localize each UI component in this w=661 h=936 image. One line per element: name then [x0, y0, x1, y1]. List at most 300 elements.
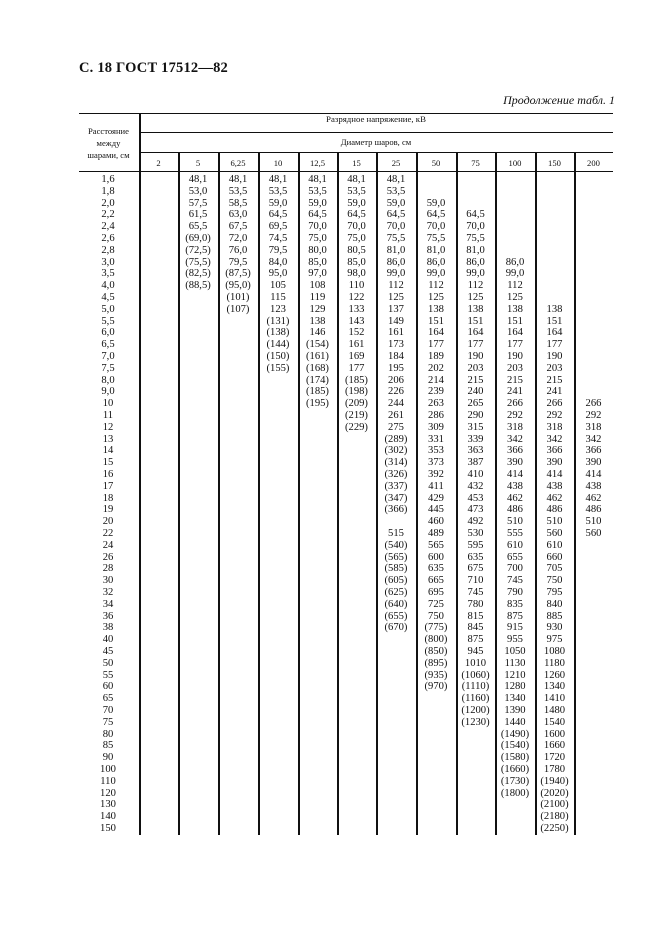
- table-cell: 59,0: [268, 197, 288, 209]
- table-cell: 530: [467, 528, 484, 539]
- table-cell: (1800): [500, 787, 530, 799]
- row-label: 120: [100, 787, 116, 799]
- table-cell: 86,0: [386, 256, 406, 268]
- table-cell: (1160): [461, 693, 490, 705]
- table-cell: 80,5: [347, 244, 366, 256]
- table-cell: 64,5: [386, 209, 406, 221]
- row-label: 17: [102, 480, 114, 492]
- column-header: 15: [352, 158, 361, 168]
- table-cell: 138: [467, 303, 484, 315]
- table-cell: 74,5: [268, 233, 288, 244]
- row-header-line: Расстояние: [88, 126, 129, 136]
- table-cell: 48,1: [228, 174, 248, 185]
- table-cell: 48,1: [188, 174, 208, 185]
- table-cell: 292: [585, 410, 602, 421]
- table-cell: 53,5: [386, 185, 406, 197]
- row-label: 1,6: [101, 174, 115, 185]
- table-cell: 315: [467, 421, 484, 433]
- row-label: 7,0: [101, 351, 115, 362]
- table-cell: 342: [507, 433, 523, 445]
- table-cell: 195: [388, 362, 404, 374]
- table-cell: (1540): [500, 740, 530, 752]
- table-cell: 795: [546, 587, 563, 598]
- table-cell: 492: [467, 516, 484, 528]
- table-cell: 745: [467, 587, 484, 598]
- row-label: 24: [102, 539, 114, 551]
- row-label: 40: [102, 634, 114, 646]
- table-cell: 215: [467, 374, 484, 386]
- table-cell: (302): [384, 445, 408, 457]
- table-cell: 655: [507, 551, 523, 563]
- row-label: 2,8: [101, 244, 115, 256]
- table-cell: (337): [384, 480, 408, 492]
- table-cell: 1600: [543, 728, 566, 740]
- table-cell: 79,5: [268, 244, 288, 256]
- table-cell: (640): [384, 598, 408, 610]
- table-cell: 275: [388, 421, 404, 433]
- table-cell: 1480: [543, 705, 566, 716]
- table-cell: (2180): [540, 811, 569, 823]
- table-cell: 725: [428, 598, 444, 610]
- table-cell: 489: [428, 528, 444, 539]
- column-header: 100: [508, 158, 522, 168]
- table-cell: (185): [345, 374, 368, 386]
- table-cell: 745: [507, 575, 523, 587]
- table-cell: 177: [546, 339, 563, 351]
- row-label: 26: [102, 551, 114, 563]
- table-cell: 59,0: [426, 197, 446, 209]
- table-cell: 695: [428, 587, 444, 598]
- table-cell: 292: [507, 410, 523, 421]
- row-label: 3,5: [101, 268, 115, 280]
- table-cell: (209): [345, 398, 368, 410]
- table-cell: 610: [507, 539, 523, 551]
- table-cell: 75,5: [386, 233, 406, 244]
- table-cell: 462: [585, 492, 602, 504]
- table-cell: 700: [507, 563, 523, 575]
- row-label: 4,0: [101, 280, 115, 292]
- table-cell: 750: [546, 575, 563, 587]
- table-cell: (75,5): [185, 256, 211, 268]
- table-cell: 635: [428, 563, 444, 575]
- table-cell: 164: [428, 327, 444, 339]
- table-cell: 353: [428, 445, 444, 457]
- table-cell: 387: [467, 457, 484, 469]
- table-cell: 339: [467, 433, 484, 445]
- table-cell: 1540: [543, 716, 566, 728]
- row-label: 6,5: [101, 339, 115, 351]
- table-cell: 515: [388, 528, 404, 539]
- table-cell: 81,0: [466, 244, 485, 256]
- table-cell: 64,5: [308, 209, 327, 221]
- table-cell: 445: [428, 504, 444, 516]
- table-cell: 414: [507, 469, 523, 480]
- table-cell: (605): [384, 575, 408, 587]
- table-cell: 177: [467, 339, 484, 351]
- table-cell: 1010: [464, 657, 487, 669]
- table-cell: 1390: [504, 705, 526, 716]
- row-label: 8,0: [101, 374, 115, 386]
- table-cell: 123: [270, 303, 286, 315]
- table-cell: 244: [388, 398, 404, 410]
- table-cell: 318: [546, 421, 563, 433]
- table-cell: 214: [428, 374, 444, 386]
- table-cell: (850): [424, 646, 448, 657]
- table-cell: 560: [585, 528, 602, 539]
- table-cell: (1660): [500, 764, 530, 775]
- table-cell: 1080: [543, 646, 566, 657]
- table-cell: (185): [306, 386, 329, 398]
- column-header: 50: [431, 158, 441, 168]
- table-cell: 80,0: [308, 244, 327, 256]
- row-label: 19: [102, 504, 114, 516]
- table-cell: 750: [428, 610, 444, 622]
- table-cell: 266: [546, 398, 563, 410]
- table-cell: 75,5: [466, 233, 485, 244]
- table-cell: 635: [467, 551, 484, 563]
- table-cell: (326): [384, 469, 408, 480]
- column-header: 10: [273, 158, 283, 168]
- table-cell: 840: [546, 598, 563, 610]
- row-label: 14: [102, 445, 114, 457]
- table-cell: 875: [507, 610, 523, 622]
- table-cell: 184: [388, 351, 404, 362]
- table-cell: 112: [428, 280, 444, 292]
- table-cell: 710: [467, 575, 484, 587]
- column-header: 12,5: [309, 158, 326, 168]
- table-cell: 177: [348, 362, 365, 374]
- table-cell: 241: [507, 386, 523, 398]
- table-cell: 70,0: [347, 221, 366, 233]
- table-cell: (198): [345, 386, 368, 398]
- row-label: 45: [102, 646, 114, 657]
- table-cell: 137: [388, 303, 404, 315]
- table-cell: 342: [585, 433, 602, 445]
- row-label: 28: [102, 563, 114, 575]
- row-label: 2,0: [101, 197, 115, 209]
- table-cell: 161: [348, 339, 365, 351]
- table-cell: 67,5: [228, 221, 248, 233]
- column-header: 25: [391, 158, 401, 168]
- table-cell: 164: [507, 327, 523, 339]
- table-cell: 133: [348, 303, 365, 315]
- table-cell: 72,0: [228, 233, 248, 244]
- table-cell: 462: [546, 492, 563, 504]
- table-cell: 86,0: [426, 256, 446, 268]
- table-cell: (314): [384, 457, 408, 469]
- table-cell: 203: [507, 362, 523, 374]
- table-cell: (107): [226, 303, 250, 315]
- table-cell: 885: [546, 610, 563, 622]
- table-cell: 453: [467, 492, 484, 504]
- table-cell: 1410: [543, 693, 566, 705]
- table-cell: 486: [546, 504, 563, 516]
- table-cell: 366: [585, 445, 602, 457]
- table-cell: 53,5: [228, 185, 248, 197]
- table-cell: 290: [467, 410, 484, 421]
- table-cell: 99,0: [386, 268, 406, 280]
- row-label: 80: [102, 728, 114, 740]
- table-cell: 57,5: [188, 197, 208, 209]
- table-cell: 266: [507, 398, 523, 410]
- table-cell: 410: [467, 469, 484, 480]
- row-label: 55: [102, 669, 114, 681]
- table-cell: 173: [388, 339, 404, 351]
- table-cell: 845: [467, 622, 484, 634]
- table-cell: 206: [388, 374, 404, 386]
- table-cell: (347): [384, 492, 408, 504]
- table-cell: 835: [507, 598, 523, 610]
- table-cell: (161): [306, 351, 329, 362]
- table-cell: 138: [507, 303, 523, 315]
- table-cell: 438: [507, 480, 523, 492]
- table-cell: 486: [507, 504, 523, 516]
- row-label: 140: [100, 811, 116, 823]
- row-label: 15: [102, 457, 114, 469]
- table-cell: 53,5: [347, 185, 366, 197]
- table-cell: 86,0: [505, 256, 525, 268]
- table-cell: 390: [546, 457, 563, 469]
- header-bottom-rule: [79, 171, 613, 172]
- table-cell: (1580): [500, 752, 530, 764]
- table-cell: (168): [306, 362, 329, 374]
- table-cell: 411: [428, 480, 444, 492]
- table-cell: 105: [270, 280, 286, 292]
- table-cell: 309: [428, 421, 444, 433]
- table-cell: 76,0: [228, 244, 248, 256]
- row-label: 11: [102, 410, 114, 421]
- table-cell: 59,0: [386, 197, 406, 209]
- table-cell: 945: [467, 646, 484, 657]
- table-cell: (1730): [500, 775, 530, 787]
- table-cell: (2100): [540, 799, 569, 811]
- table-cell: 675: [467, 563, 484, 575]
- table-cell: 390: [507, 457, 523, 469]
- row-label: 30: [102, 575, 114, 587]
- row-label: 36: [102, 610, 114, 622]
- table-cell: (800): [424, 634, 448, 646]
- table-cell: 75,0: [347, 233, 366, 244]
- table-cell: (625): [384, 587, 408, 598]
- table-cell: 1340: [543, 681, 566, 693]
- row-header: [79, 115, 138, 171]
- table-cell: 1780: [543, 764, 566, 775]
- table-cell: 240: [467, 386, 484, 398]
- table-cell: 1130: [504, 657, 526, 669]
- table-cell: (88,5): [185, 280, 211, 292]
- table-cell: 190: [507, 351, 523, 362]
- table-cell: 1440: [504, 716, 526, 728]
- table-cell: (2020): [540, 787, 569, 799]
- table-cell: 169: [348, 351, 365, 362]
- table-cell: 70,0: [386, 221, 406, 233]
- table-cell: 473: [467, 504, 484, 516]
- table-cell: 151: [428, 315, 444, 327]
- table-cell: 366: [546, 445, 563, 457]
- table-cell: (970): [424, 681, 448, 693]
- table-cell: 915: [507, 622, 523, 634]
- table-cell: (95,0): [225, 280, 251, 292]
- table-cell: (229): [345, 421, 368, 433]
- table-cell: (540): [384, 539, 408, 551]
- table-cell: (82,5): [185, 268, 211, 280]
- table-cell: 164: [546, 327, 563, 339]
- table-cell: 86,0: [466, 256, 485, 268]
- table-cell: 112: [388, 280, 404, 292]
- table-cell: (366): [384, 504, 408, 516]
- table-cell: 486: [585, 504, 602, 516]
- table-cell: 975: [546, 634, 563, 646]
- table-cell: 125: [507, 292, 523, 303]
- header-divider: [139, 132, 613, 133]
- table-cell: 462: [507, 492, 523, 504]
- table-cell: (2250): [540, 823, 569, 834]
- table-cell: 292: [546, 410, 563, 421]
- table-cell: 610: [546, 539, 563, 551]
- row-label: 85: [102, 740, 114, 752]
- table-cell: 99,0: [505, 268, 525, 280]
- table-cell: (195): [306, 398, 329, 410]
- table-cell: (895): [424, 657, 448, 669]
- table-cell: 75,0: [308, 233, 327, 244]
- table-cell: 64,5: [347, 209, 366, 221]
- table-cell: 432: [467, 480, 484, 492]
- table-cell: 265: [467, 398, 484, 410]
- table-cell: 146: [309, 327, 326, 339]
- table-cell: 53,5: [308, 185, 327, 197]
- table-cell: 1720: [543, 752, 566, 764]
- row-label: 2,2: [101, 209, 115, 221]
- row-label: 3,0: [101, 256, 115, 268]
- table-cell: 112: [467, 280, 484, 292]
- table-cell: 177: [507, 339, 523, 351]
- table-cell: 64,5: [268, 209, 288, 221]
- table-cell: 58,5: [228, 197, 248, 209]
- row-label: 150: [100, 823, 116, 834]
- table-cell: (144): [266, 339, 290, 351]
- table-cell: 930: [546, 622, 563, 634]
- table-cell: 266: [585, 398, 602, 410]
- row-label: 100: [100, 764, 116, 775]
- table-cell: 600: [428, 551, 444, 563]
- continuation-note: Продолжение табл. 1: [503, 93, 615, 107]
- table-cell: 660: [546, 551, 563, 563]
- table-cell: 565: [428, 539, 444, 551]
- table-cell: 318: [507, 421, 523, 433]
- table-cell: 595: [467, 539, 484, 551]
- row-label: 70: [102, 705, 114, 716]
- table-cell: (775): [424, 622, 448, 634]
- page-header: С. 18 ГОСТ 17512—82: [79, 60, 228, 76]
- table-top-rule: [79, 113, 613, 114]
- table-cell: (1200): [461, 705, 490, 716]
- table-cell: 239: [428, 386, 444, 398]
- row-label: 110: [100, 775, 116, 787]
- table-cell: (174): [306, 374, 329, 386]
- table-cell: 373: [428, 457, 444, 469]
- table-cell: 392: [428, 469, 444, 480]
- table-cell: 363: [467, 445, 484, 457]
- table-cell: 510: [585, 516, 602, 528]
- table-cell: 560: [546, 528, 563, 539]
- table-cell: 85,0: [308, 256, 327, 268]
- table-cell: 48,1: [308, 174, 327, 185]
- table-cell: 215: [507, 374, 523, 386]
- table-cell: 48,1: [347, 174, 366, 185]
- table-cell: 161: [388, 327, 404, 339]
- table-cell: (565): [384, 551, 408, 563]
- table-cell: (1490): [500, 728, 530, 740]
- table-cell: 70,0: [426, 221, 446, 233]
- row-label: 18: [102, 492, 114, 504]
- table-cell: 122: [348, 292, 365, 303]
- row-label: 5,5: [101, 315, 115, 327]
- table-cell: 342: [546, 433, 563, 445]
- table-cell: 152: [348, 327, 365, 339]
- table-cell: 1050: [504, 646, 526, 657]
- table-cell: 460: [428, 516, 444, 528]
- row-label: 20: [102, 516, 114, 528]
- table-cell: (101): [226, 292, 250, 303]
- table-cell: 510: [507, 516, 523, 528]
- table-cell: 177: [428, 339, 444, 351]
- table-cell: 48,1: [386, 174, 406, 185]
- table-cell: 84,0: [268, 256, 288, 268]
- table-cell: 70,0: [308, 221, 327, 233]
- table-cell: 110: [348, 280, 365, 292]
- column-header: 6,25: [230, 158, 246, 168]
- row-label: 1,8: [101, 185, 115, 197]
- row-label: 2,4: [101, 221, 115, 233]
- table-cell: (131): [266, 315, 290, 327]
- table-cell: (155): [266, 362, 290, 374]
- table-cell: 125: [467, 292, 484, 303]
- row-label: 7,5: [101, 362, 115, 374]
- table-cell: (935): [424, 669, 448, 681]
- table-cell: 955: [507, 634, 523, 646]
- table-cell: (154): [306, 339, 329, 351]
- table-cell: (219): [345, 410, 368, 421]
- row-label: 9,0: [101, 386, 115, 398]
- table-cell: 95,0: [268, 268, 288, 280]
- row-label: 32: [102, 587, 114, 598]
- table-cell: 81,0: [426, 244, 446, 256]
- column-header: 75: [471, 158, 480, 168]
- table-cell: 414: [585, 469, 602, 480]
- row-label: 60: [102, 681, 114, 693]
- table-cell: 1340: [504, 693, 526, 705]
- table-cell: 1210: [504, 669, 526, 681]
- table-cell: 1260: [543, 669, 566, 681]
- table-cell: 69,5: [268, 221, 288, 233]
- table-cell: 875: [467, 634, 484, 646]
- table-cell: 780: [467, 598, 484, 610]
- table-cell: (87,5): [225, 268, 251, 280]
- column-header: 150: [548, 158, 561, 168]
- table-cell: 149: [388, 315, 404, 327]
- table-cell: 190: [467, 351, 484, 362]
- table-cell: 99,0: [466, 268, 485, 280]
- table-cell: 263: [428, 398, 444, 410]
- table-cell: (655): [384, 610, 408, 622]
- table-cell: (585): [384, 563, 408, 575]
- table-cell: 705: [546, 563, 563, 575]
- table-cell: 203: [546, 362, 563, 374]
- row-label: 4,5: [101, 292, 115, 303]
- table-cell: 438: [585, 480, 602, 492]
- row-label: 34: [102, 598, 114, 610]
- table-cell: 75,5: [426, 233, 446, 244]
